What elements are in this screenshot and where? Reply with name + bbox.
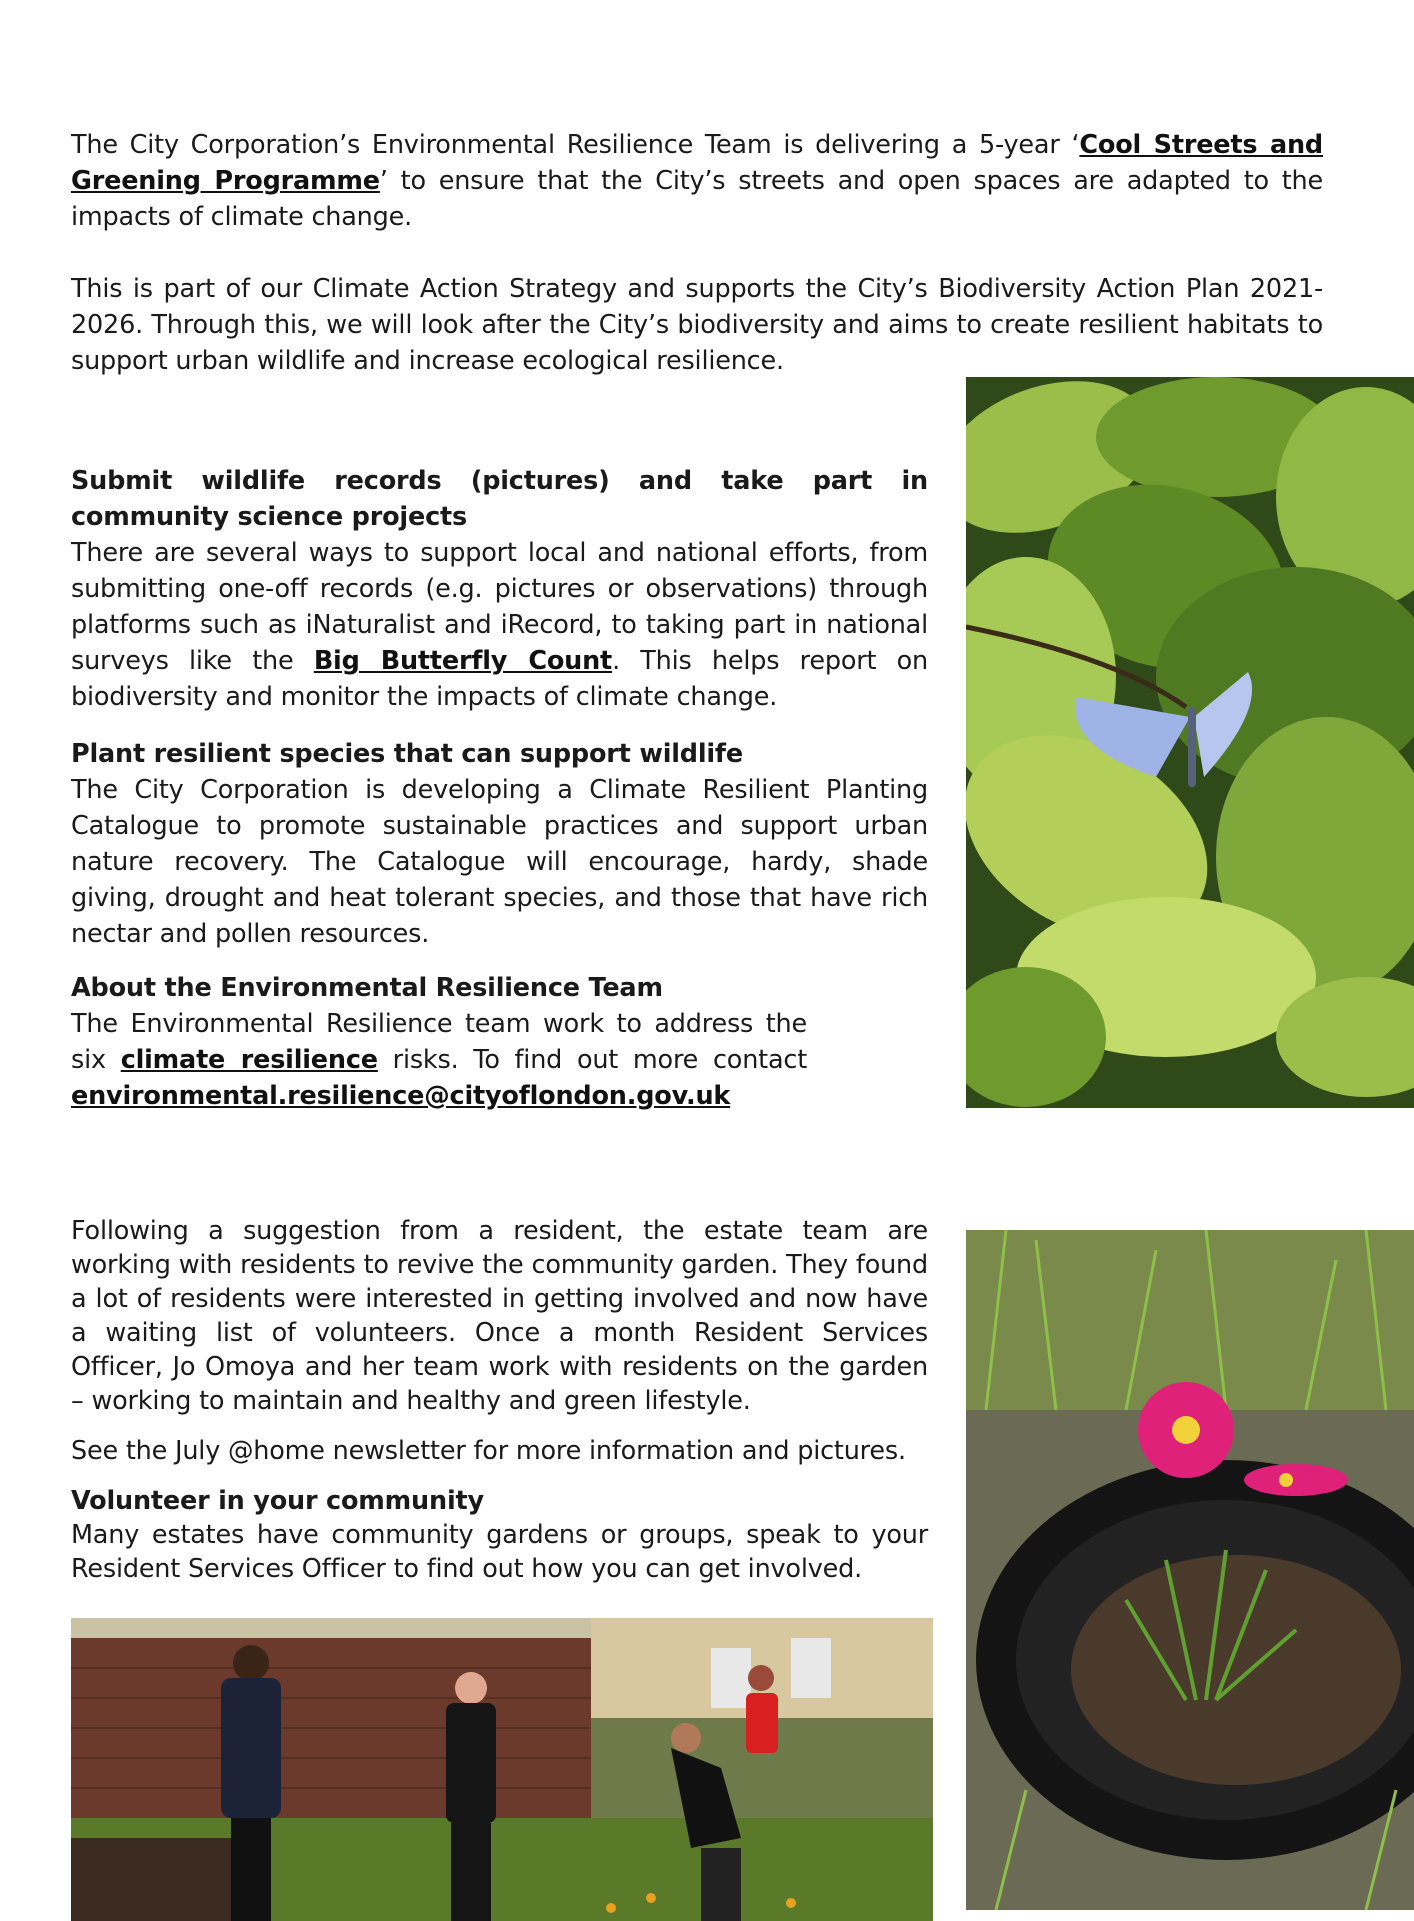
wildlife-body: There are several ways to support local and national efforts, from submitting one-off records (e.g. pictures or observations) through platforms such as iNaturalist and iRecord, to taking part in national surveys like the Big Butterfly Count. This helps report on biodiversity and monitor the impacts of climate change. (71, 538, 928, 712)
email-link[interactable]: environmental.resilience@cityoflondon.gov.uk (71, 1081, 731, 1111)
community-garden-image (71, 1618, 933, 1921)
intro-paragraph-2: This is part of our Climate Action Strategy and supports the City’s Biodiversity Action Plan 2021-2026. Through this, we will look after the City’s biodiversity and aims to create resilient habitats to support urban wildlife and increase ecological resilience. (71, 274, 1323, 376)
team-body: The Environmental Resilience team work to address the six climate resilience risks. To find out more contact (71, 1009, 807, 1075)
wildlife-heading: Submit wildlife records (pictures) and take part in community science projects (71, 466, 928, 532)
garden-paragraph-2: See the July @home newsletter for more information and pictures. (71, 1436, 906, 1466)
garden-section (71, 1214, 928, 1586)
butterfly-leaves-image (966, 377, 1414, 1108)
wildlife-section (71, 463, 928, 715)
climate-resilience-link[interactable]: climate resilience (120, 1045, 378, 1075)
intro-paragraph-1: The City Corporation’s Environmental Resilience Team is delivering a 5-year ‘Cool Streets and Greening Programme’ to ensure that the City’s streets and open spaces are adapted to the impacts of climate change. (71, 130, 1324, 232)
plant-heading: Plant resilient species that can support wildlife (71, 739, 743, 769)
butterfly-photo (966, 377, 1414, 1108)
person-2 (446, 1672, 496, 1921)
person-4 (746, 1665, 778, 1753)
big-butterfly-count-link[interactable]: Big Butterfly Count (313, 646, 613, 676)
garden-paragraph-1: Following a suggestion from a resident, the estate team are working with residents to revive the community garden. They found a lot of residents were interested in getting involved and now have a waiting list of volunteers. Once a month Resident Services Officer, Jo Omoya and her team work with residents on the garden – working to maintain and healthy and green lifestyle. (71, 1216, 928, 1416)
tyre-flower-photo (966, 1230, 1414, 1910)
volunteer-body: Many estates have community gardens or groups, speak to your Resident Services Officer to find out how you can get involved. (71, 1520, 928, 1584)
community-garden-photo (71, 1618, 933, 1921)
team-section (71, 970, 807, 1114)
volunteer-heading: Volunteer in your community (71, 1486, 484, 1516)
intro-section (71, 127, 1323, 379)
team-heading: About the Environmental Resilience Team (71, 973, 663, 1003)
plant-section (71, 736, 928, 952)
plant-body: The City Corporation is developing a Climate Resilient Planting Catalogue to promote sustainable practices and support urban nature recovery. The Catalogue will encourage, hardy, shade giving, drought and heat tolerant species, and those that have rich nectar and pollen resources. (71, 775, 928, 949)
tyre-flower-image (966, 1230, 1414, 1910)
cool-streets-link[interactable]: Cool Streets and Greening Programme (71, 130, 1323, 196)
